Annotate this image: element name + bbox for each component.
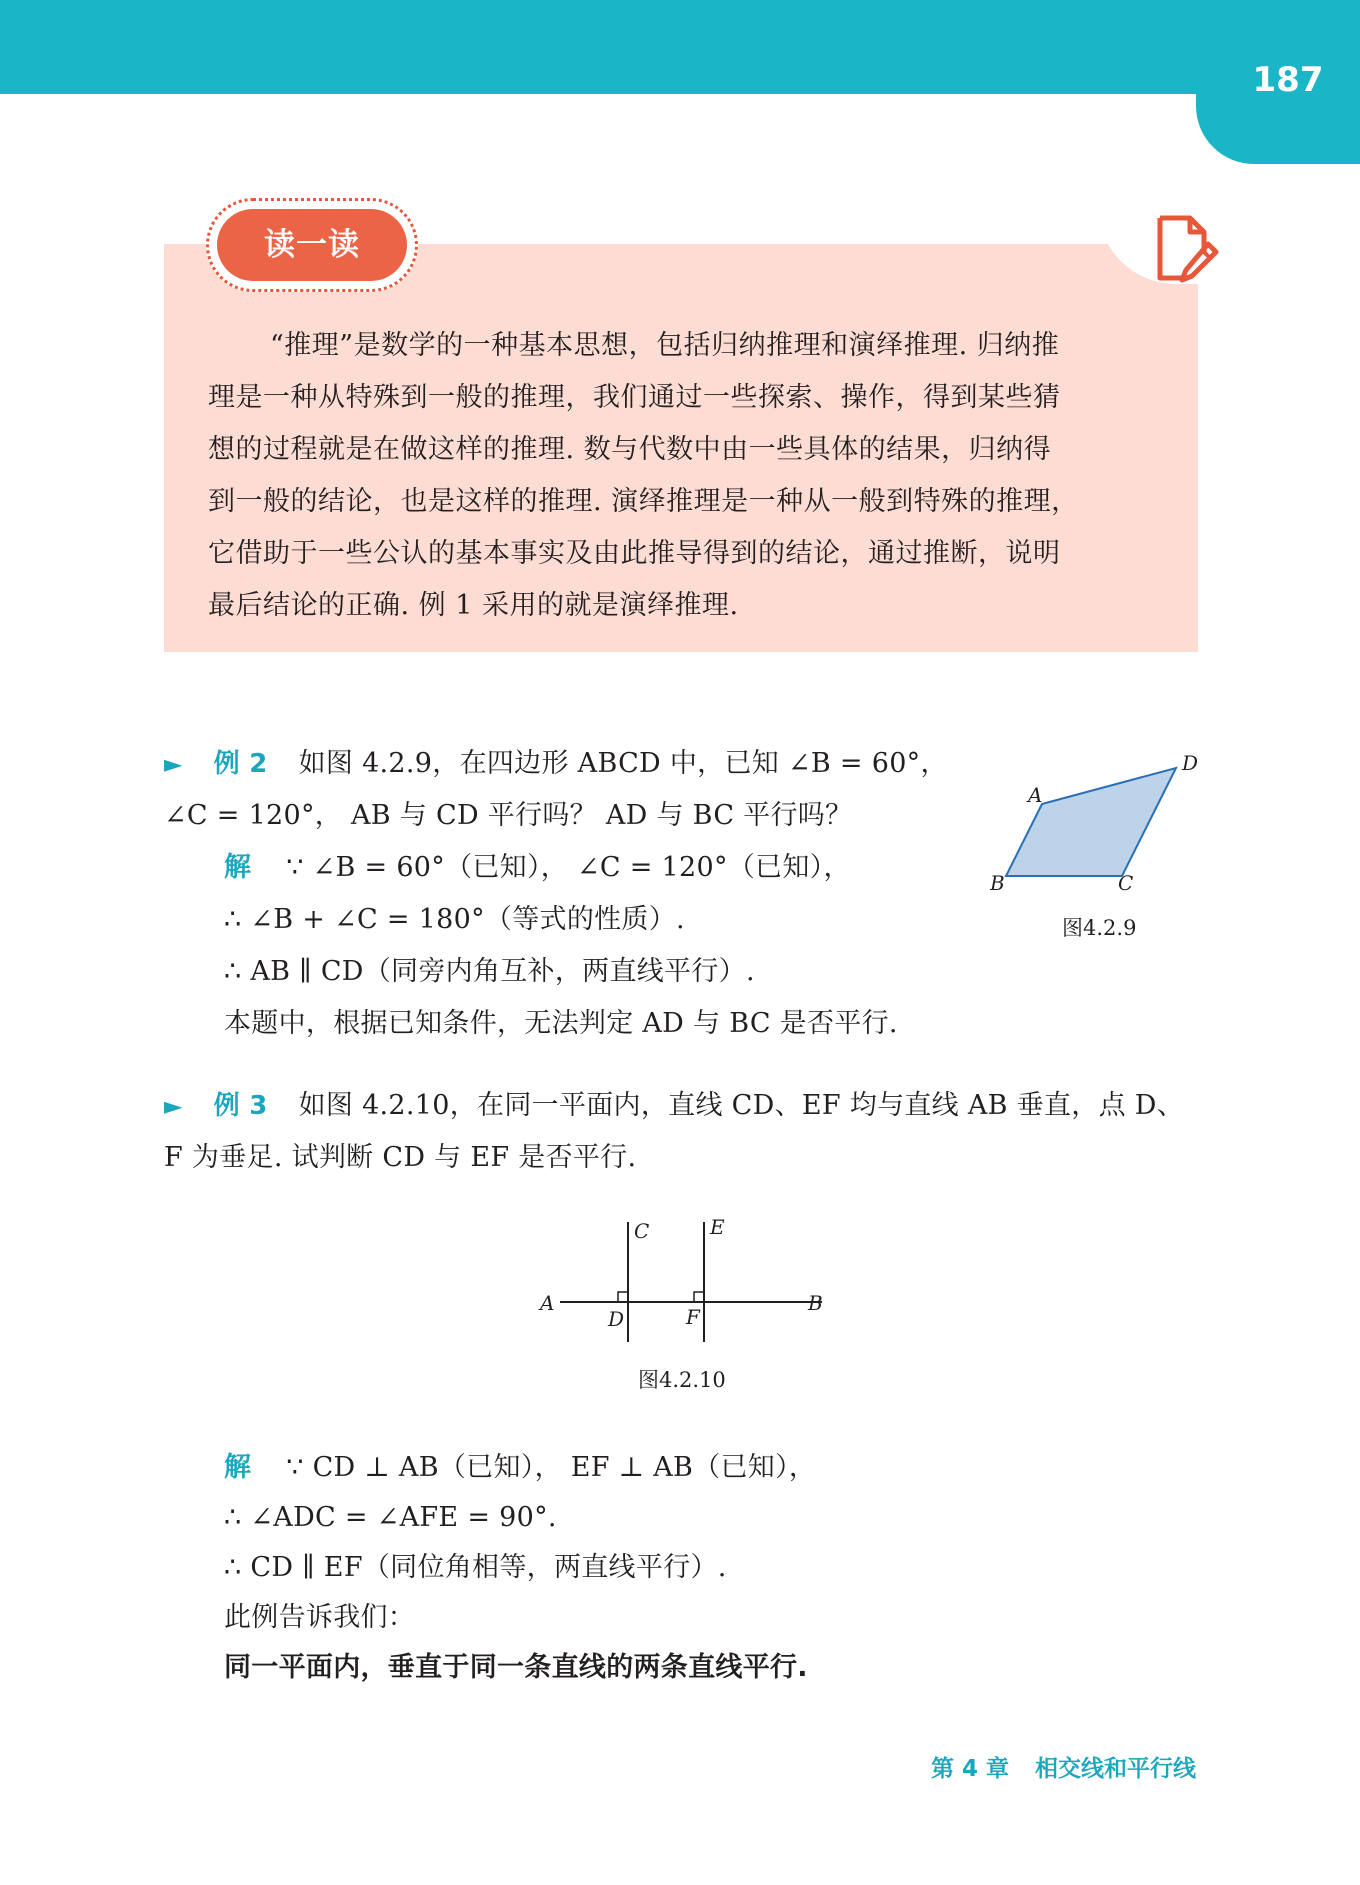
reading-box-text [208,320,1168,632]
example-marker: ► [164,750,183,778]
reading-line: “推理”是数学的一种基本思想，包括归纳推理和演绎推理. 归纳推 [270,330,1060,361]
figure-label-e: E [710,1215,725,1239]
figure-label-d: D [1182,751,1199,775]
figure-label-b: B [990,871,1005,895]
figure-label-c: C [634,1219,650,1243]
example2-heading [164,744,948,784]
example2-solution-line: ∴ AB ∥ CD（同旁内角互补，两直线平行）. [224,956,755,987]
reading-line: 想的过程就是在做这样的推理. 数与代数中由一些具体的结果，归纳得 [208,434,1052,465]
example3-solution-line: 此例告诉我们： [224,1602,416,1633]
figure-4-2-9 [990,740,1220,900]
example2-solution-line: ∴ ∠B + ∠C = 180°（等式的性质）. [224,904,685,935]
figure-4-2-10 [530,1210,850,1350]
example2-label: 例 2 [213,749,268,779]
reading-line: 到一般的结论，也是这样的推理. 演绎推理是一种从一般到特殊的推理， [208,486,1079,517]
example3-solution-line [224,1448,816,1488]
example2-solution-line [224,848,851,888]
example3-line: F 为垂足. 试判断 CD 与 EF 是否平行. [164,1142,637,1173]
example3-conclusion: 同一平面内，垂直于同一条直线的两条直线平行. [224,1652,808,1683]
example2-line: 如图 4.2.9，在四边形 ABCD 中，已知 ∠B = 60°， [298,748,948,779]
example3-line: 如图 4.2.10，在同一平面内，直线 CD、EF 均与直线 AB 垂直，点 D、 [298,1090,1185,1121]
solution-text: ∵ CD ⊥ AB（已知）， EF ⊥ AB（已知）， [286,1452,817,1483]
figure-4-2-10-caption: 图4.2.10 [638,1368,726,1392]
example2-line: ∠C = 120°， AB 与 CD 平行吗？ AD 与 BC 平行吗？ [164,800,853,831]
figure-label-d: D [608,1307,625,1331]
figure-label-a: A [540,1291,555,1315]
figure-label-c: C [1118,871,1134,895]
solution-label: 解 [224,1452,252,1483]
page-number-tab [1196,40,1360,164]
footer-chapter-title: 相交线和平行线 [1035,1756,1196,1782]
reading-line: 它借助于一些公认的基本事实及由此推导得到的结论，通过推断，说明 [208,538,1061,569]
right-angle-mark-d [618,1292,628,1302]
reading-box-title: 读一读 [217,209,407,281]
figure-label-f: F [686,1305,700,1329]
page-number: 187 [1252,60,1324,100]
reading-box-title-badge [206,198,418,292]
example2-solution-line: 本题中，根据已知条件，无法判定 AD 与 BC 是否平行. [224,1008,898,1039]
footer-chapter-number: 第 4 章 [930,1756,1009,1782]
figure-label-a: A [1028,783,1043,807]
header-band [0,0,1360,94]
solution-text: ∵ ∠B = 60°（已知）， ∠C = 120°（已知）， [286,852,851,883]
example3-solution-line: ∴ ∠ADC = ∠AFE = 90°. [224,1502,557,1533]
example3-heading [164,1086,1184,1126]
solution-label: 解 [224,852,252,883]
note-pencil-icon [1150,214,1220,286]
figure-4-2-9-caption: 图4.2.9 [1062,916,1137,940]
footer-chapter [931,1750,1196,1783]
right-angle-mark-f [694,1292,704,1302]
reading-line: 最后结论的正确. 例 1 采用的就是演绎推理. [208,590,739,621]
example3-label: 例 3 [213,1091,268,1121]
reading-line: 理是一种从特殊到一般的推理，我们通过一些探索、操作，得到某些猜 [208,382,1061,413]
figure-label-b: B [808,1291,823,1315]
example-marker: ► [164,1092,183,1120]
example3-solution-line: ∴ CD ∥ EF（同位角相等，两直线平行）. [224,1552,727,1583]
